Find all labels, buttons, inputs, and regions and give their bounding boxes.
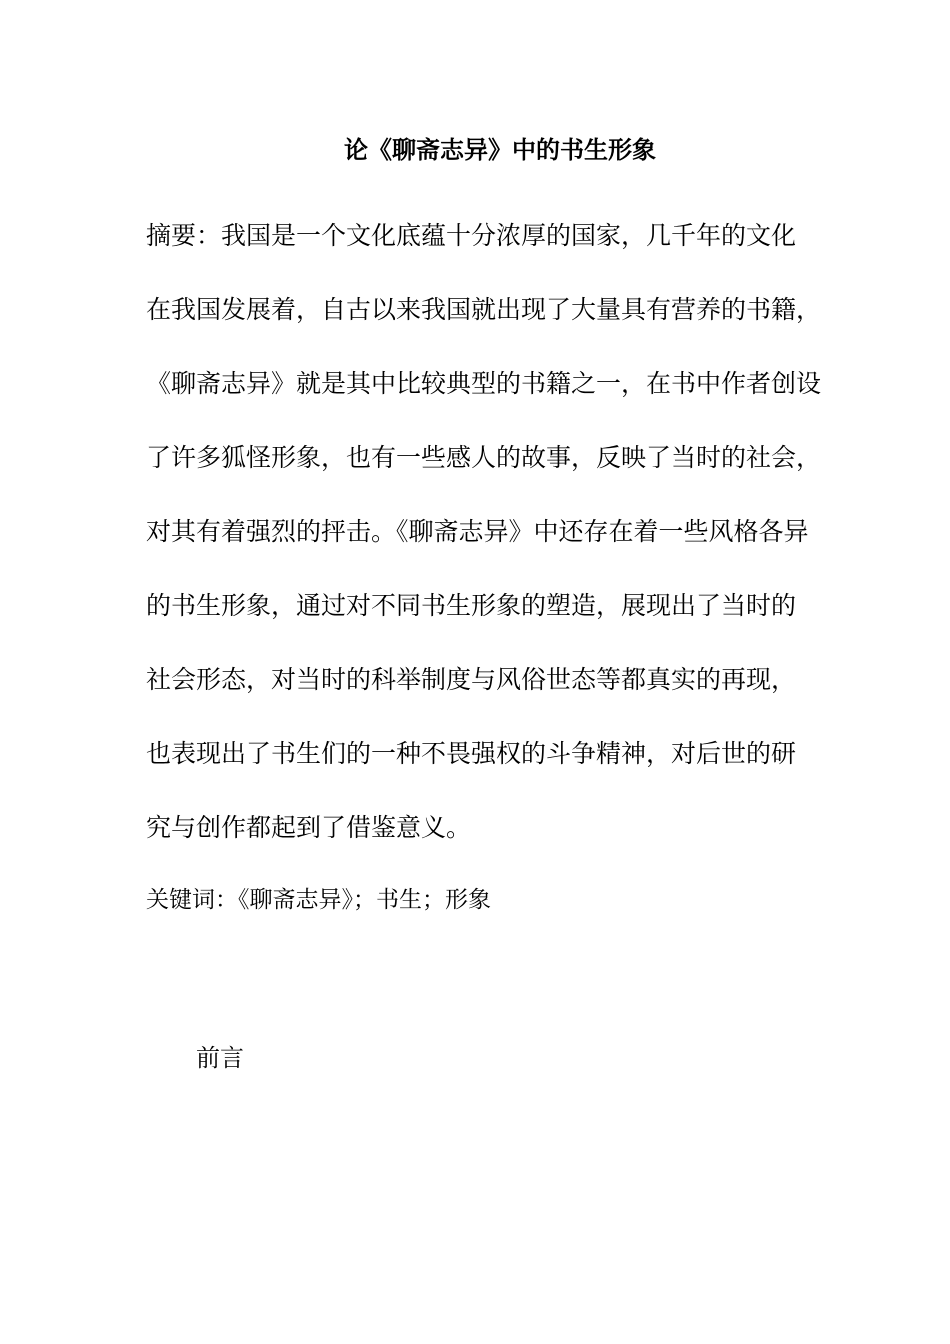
section-heading: 前言	[196, 1044, 244, 1072]
abstract-line: 了许多狐怪形象，也有一些感人的故事，反映了当时的社会，	[146, 443, 822, 472]
abstract-line: 《聊斋志异》就是其中比较典型的书籍之一，在书中作者创设	[146, 369, 822, 398]
abstract-line	[146, 218, 796, 254]
abstract-line: 究与创作都起到了借鉴意义。	[146, 813, 472, 842]
keywords-line	[146, 882, 491, 918]
abstract-line: 社会形态，对当时的科举制度与风俗世态等都真实的再现，	[146, 665, 797, 694]
abstract-text: 我国是一个文化底蕴十分浓厚的国家，几千年的文化	[221, 221, 797, 250]
abstract-line: 在我国发展着，自古以来我国就出现了大量具有营养的书籍，	[146, 295, 822, 324]
abstract-label: 摘要：	[146, 221, 222, 250]
document-title: 论《聊斋志异》中的书生形象	[344, 136, 656, 164]
keywords-text: 《聊斋志异》；书生；形象	[238, 887, 491, 913]
abstract-line: 对其有着强烈的抨击。《聊斋志异》中还存在着一些风格各异	[146, 517, 809, 546]
abstract-line: 也表现出了书生们的一种不畏强权的斗争精神，对后世的研	[146, 739, 797, 768]
keywords-label: 关键词：	[146, 887, 238, 913]
abstract-line: 的书生形象，通过对不同书生形象的塑造，展现出了当时的	[146, 591, 797, 620]
